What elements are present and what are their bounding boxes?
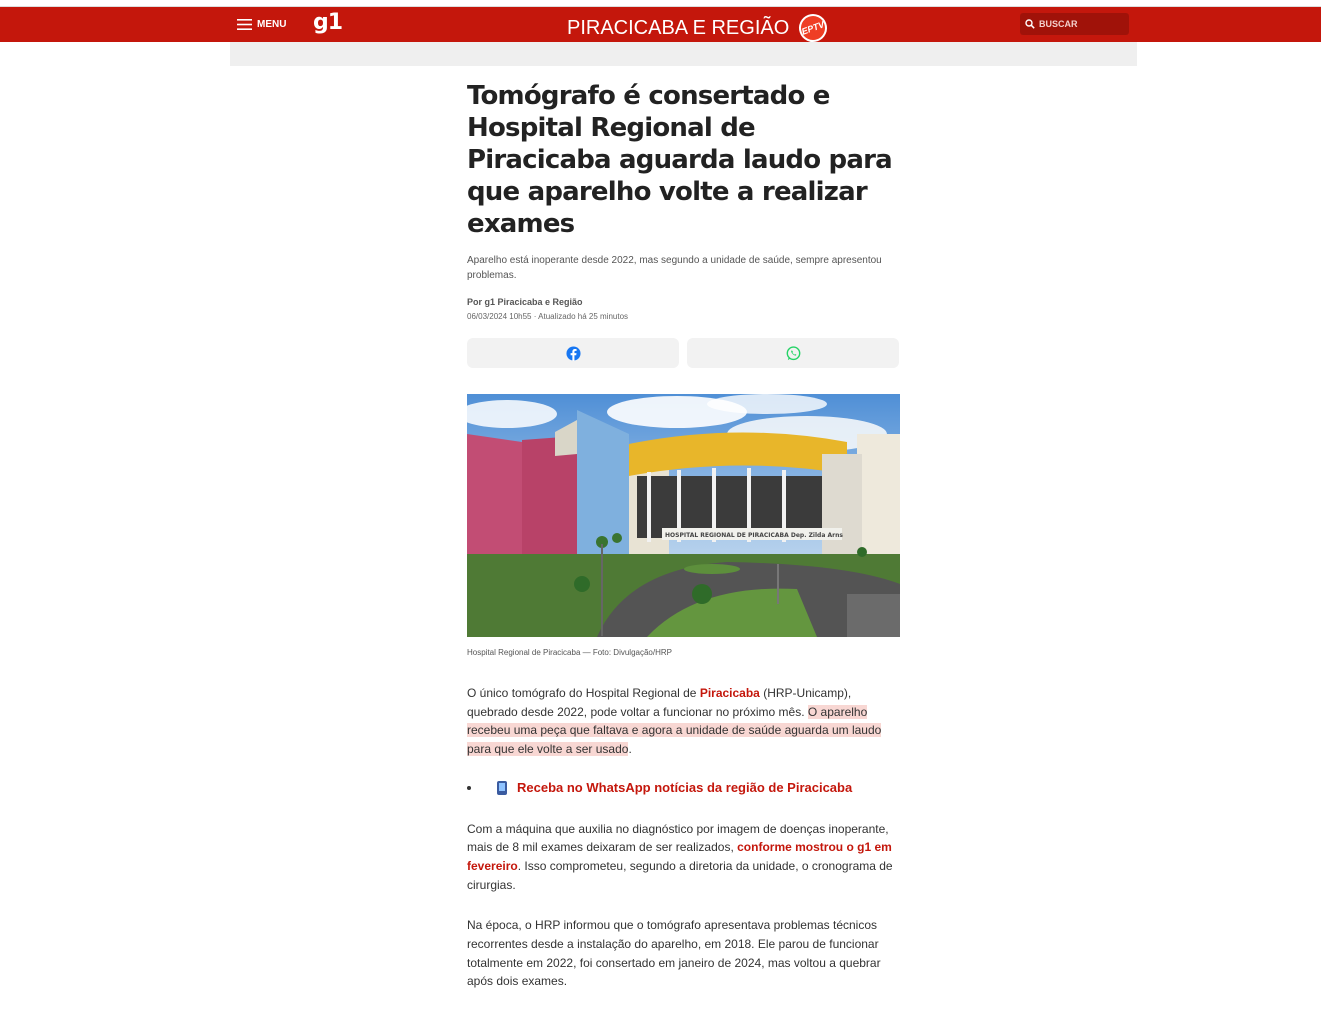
whatsapp-news-link[interactable]: Receba no WhatsApp notícias da região de Piracicaba <box>517 779 853 795</box>
paragraph-3: Na época, o HRP informou que o tomógrafo apresentava problemas técnicos recorrentes desde a instalação do aparelho, em 2018. Ele parou de funcionar totalmente em 2022, foi consertado em janeiro de 2024, mas voltou a quebrar após dois exames. <box>467 918 881 989</box>
top-strip <box>0 0 1321 7</box>
facebook-icon <box>566 346 581 361</box>
share-bar <box>467 338 900 368</box>
article-body <box>467 684 900 991</box>
g1-logo[interactable]: g1 <box>313 10 343 35</box>
whatsapp-icon <box>786 346 801 361</box>
menu-button[interactable] <box>237 7 286 42</box>
share-whatsapp-button[interactable] <box>687 338 899 368</box>
article-photo[interactable] <box>467 394 900 637</box>
building-sign: HOSPITAL REGIONAL DE PIRACICABA Dep. Zilda Arns <box>665 532 843 539</box>
paragraph-2-text-a: Com a máquina que auxilia no diagnóstico por imagem de doenças inoperante, mais de 8 mil exames deixaram de ser realizados, <box>467 821 889 855</box>
bullet-dot <box>467 786 471 790</box>
search-input[interactable] <box>1039 19 1124 29</box>
paragraph-1-text-c: . <box>628 742 632 757</box>
paragraph-1 <box>467 684 900 759</box>
article-subtitle: Aparelho está inoperante desde 2022, mas segundo a unidade de saúde, sempre apresentou problemas. <box>467 255 882 281</box>
hamburger-icon <box>237 19 252 30</box>
highlighted-text: O aparelho recebeu uma peça que faltava e agora a unidade de saúde aguarda um laudo para que ele volte a ser usado <box>467 704 882 757</box>
ad-placeholder <box>230 42 1137 66</box>
article-byline: Por g1 Piracicaba e Região <box>467 297 583 307</box>
region-brand[interactable] <box>567 14 827 42</box>
article <box>467 80 900 1013</box>
search-icon <box>1025 19 1035 29</box>
article-dateline: 06/03/2024 10h55 · Atualizado há 25 minutos <box>467 312 629 321</box>
photo-caption: Hospital Regional de Piracicaba — Foto: Divulgação/HRP <box>467 648 672 657</box>
piracicaba-link[interactable]: Piracicaba <box>699 686 760 700</box>
eptv-logo: EPTV <box>795 10 831 46</box>
share-facebook-button[interactable] <box>467 338 679 368</box>
g1-february-link[interactable]: conforme mostrou o g1 em fevereiro <box>467 840 892 873</box>
hospital-photo <box>467 394 900 637</box>
region-title: PIRACICABA E REGIÃO <box>567 16 790 39</box>
paragraph-2 <box>467 820 900 895</box>
mobile-phone-icon <box>497 781 507 795</box>
search-box[interactable] <box>1020 13 1129 35</box>
paragraph-1-text-a: O único tomógrafo do Hospital Regional de <box>467 686 700 700</box>
paragraph-1-text-b: (HRP-Unicamp), quebrado desde 2022, pode voltar a funcionar no próximo mês. <box>467 686 852 719</box>
article-headline: Tomógrafo é consertado e Hospital Regional de Piracicaba aguarda laudo para que aparelho volte a realizar exames <box>467 81 892 239</box>
site-header <box>0 7 1321 42</box>
menu-label: MENU <box>257 19 287 30</box>
paragraph-2-text-b: . Isso comprometeu, segundo a diretoria da unidade, o cronograma de cirurgias. <box>467 858 893 892</box>
whatsapp-bullet <box>467 779 900 798</box>
